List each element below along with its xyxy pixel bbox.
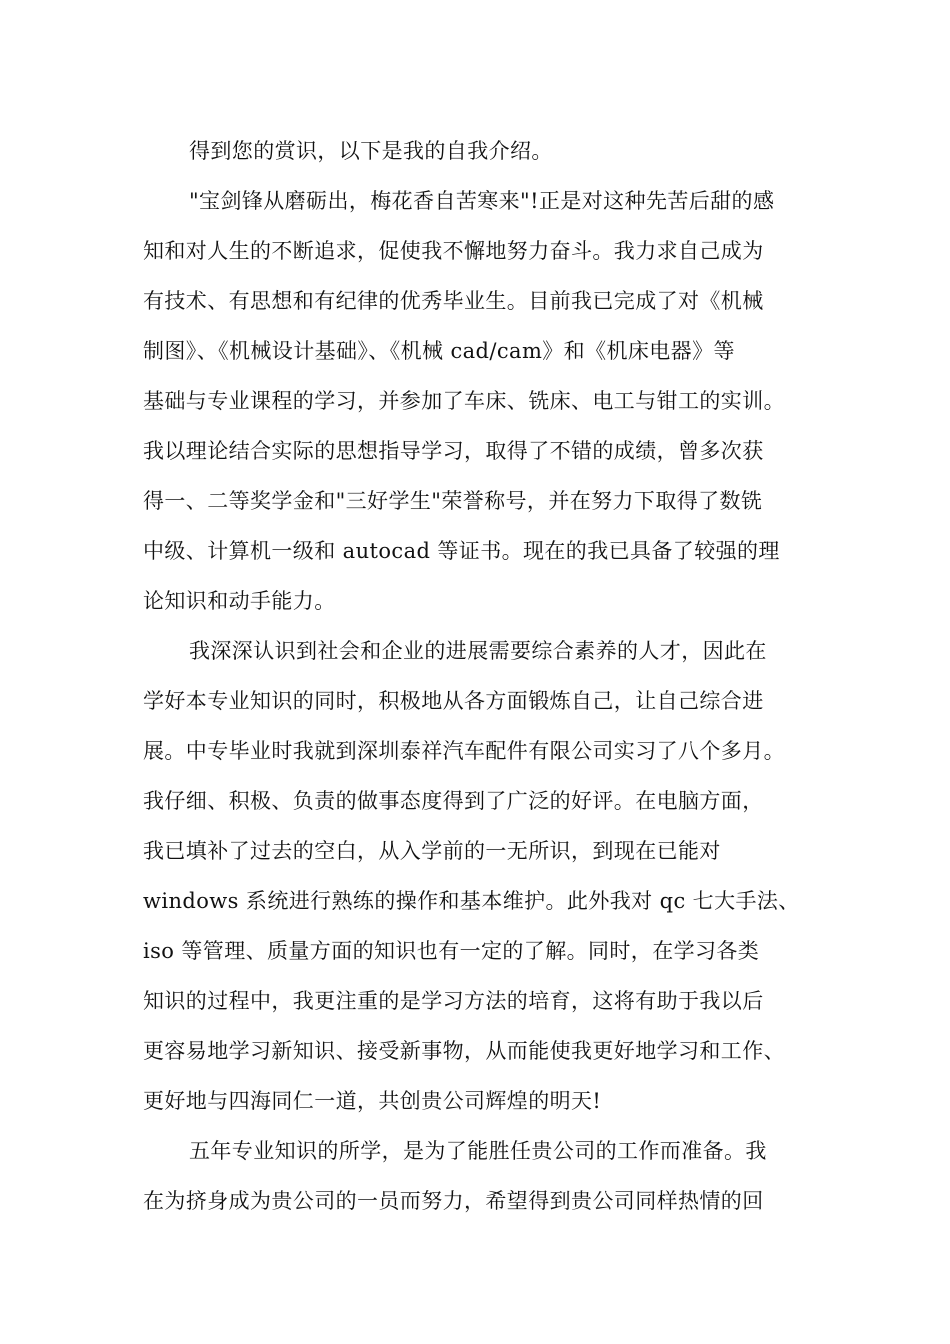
text-line: 更容易地学习新知识、接受新事物，从而能使我更好地学习和工作、	[143, 1039, 785, 1063]
text-line: 得到您的赏识，以下是我的自我介绍。	[189, 139, 553, 163]
text-line: 更好地与四海同仁一道，共创贵公司辉煌的明天!	[143, 1089, 602, 1113]
text-line: 我以理论结合实际的思想指导学习，取得了不错的成绩，曾多次获	[143, 439, 764, 463]
text-line: "宝剑锋从磨砺出，梅花香自苦寒来"!正是对这种先苦后甜的感	[189, 189, 775, 213]
text-line: 得一、二等奖学金和"三好学生"荣誉称号，并在努力下取得了数铣	[143, 489, 763, 513]
text-line: 在为挤身成为贵公司的一员而努力，希望得到贵公司同样热情的回	[143, 1189, 764, 1213]
text-line: 知识的过程中，我更注重的是学习方法的培育，这将有助于我以后	[143, 989, 764, 1013]
text-line: 我仔细、积极、负责的做事态度得到了广泛的好评。在电脑方面，	[143, 789, 764, 813]
text-line: 有技术、有思想和有纪律的优秀毕业生。目前我已完成了对《机械	[143, 289, 764, 313]
text-line: 基础与专业课程的学习，并参加了车床、铣床、电工与钳工的实训。	[143, 389, 785, 413]
text-line: 论知识和动手能力。	[143, 589, 336, 613]
text-line: 中级、计算机一级和 autocad 等证书。现在的我已具备了较强的理	[143, 539, 780, 563]
text-line: 展。中专毕业时我就到深圳泰祥汽车配件有限公司实习了八个多月。	[143, 739, 785, 763]
text-line: windows 系统进行熟练的操作和基本维护。此外我对 qc 七大手法、	[143, 889, 800, 913]
text-line: 制图》、《机械设计基础》、《机械 cad/cam》和《机床电器》等	[143, 339, 735, 363]
text-line: 五年专业知识的所学，是为了能胜任贵公司的工作而准备。我	[189, 1139, 767, 1163]
text-line: iso 等管理、质量方面的知识也有一定的了解。同时，在学习各类	[143, 939, 760, 963]
text-line: 我深深认识到社会和企业的进展需要综合素养的人才，因此在	[189, 639, 767, 663]
text-line: 我已填补了过去的空白，从入学前的一无所识，到现在已能对	[143, 839, 721, 863]
text-line: 学好本专业知识的同时，积极地从各方面锻炼自己，让自己综合进	[143, 689, 764, 713]
document-body	[143, 126, 813, 1226]
text-line: 知和对人生的不断追求，促使我不懈地努力奋斗。我力求自己成为	[143, 239, 764, 263]
